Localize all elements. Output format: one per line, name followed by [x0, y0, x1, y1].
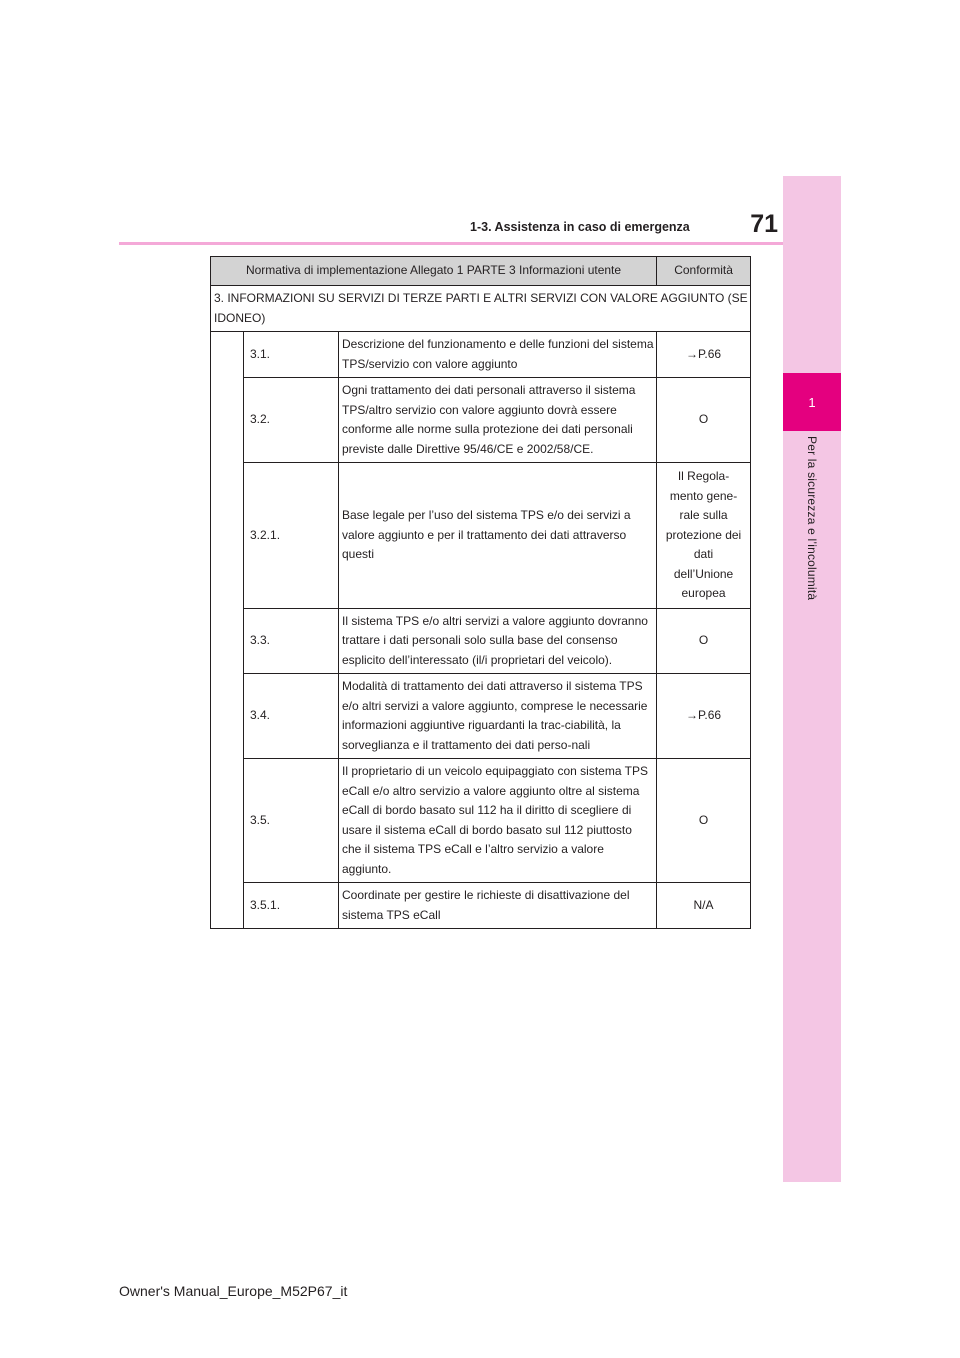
row-description: Modalità di trattamento dei dati attraverso il sistema TPS e/o altri servizi a valore aggiunto, comprese le necessarie informazioni aggiuntive riguardanti la trac-ciabilità, la sorveglianza e il trattamento dei dati perso-nali — [339, 674, 657, 759]
regulation-header: Normativa di implementazione Allegato 1 PARTE 3 Informazioni utente — [211, 257, 657, 286]
row-description: Coordinate per gestire le richieste di disattivazione del sistema TPS eCall — [339, 883, 657, 929]
row-conformity: →P.66 — [657, 332, 751, 378]
table-row — [211, 883, 751, 929]
row-description: Descrizione del funzionamento e delle funzioni del sistema TPS/servizio con valore aggiunto — [339, 332, 657, 378]
page-number: 71 — [750, 210, 778, 238]
table-row — [211, 759, 751, 883]
section-heading-cell: 3. INFORMAZIONI SU SERVIZI DI TERZE PARTI E ALTRI SERVIZI CON VALORE AGGIUNTO (SE IDONEO) — [211, 286, 751, 332]
row-number: 3.2.1. — [244, 463, 339, 609]
footer-manual-id: Owner's Manual_Europe_M52P67_it — [119, 1283, 348, 1299]
row-conformity: O — [657, 608, 751, 674]
table-row — [211, 463, 751, 609]
row-conformity: O — [657, 759, 751, 883]
row-description: Il proprietario di un veicolo equipaggiato con sistema TPS eCall e/o altro servizio a valore aggiunto oltre al sistema eCall di bordo basato sul 112 ha il diritto di scegliere di usare il sistema eCall di bordo basato sul 112 piuttosto che il sistema TPS eCall e l’altro servizio a valore aggiunto. — [339, 759, 657, 883]
row-number: 3.3. — [244, 608, 339, 674]
table-row — [211, 378, 751, 463]
row-description: Il sistema TPS e/o altri servizi a valore aggiunto dovranno trattare i dati personali solo sulla base del consenso esplicito dell’interessato (il/i proprietari del veicolo). — [339, 608, 657, 674]
row-conformity: →P.66 — [657, 674, 751, 759]
row-description: Ogni trattamento dei dati personali attraverso il sistema TPS/altro servizio con valore aggiunto dovrà essere conforme alle norme sulla protezione dei dati personali previste dalle Direttive 95/46/CE e 2002/58/CE. — [339, 378, 657, 463]
indent-cell — [211, 332, 244, 929]
header-rule — [119, 242, 783, 245]
chapter-side-tab — [783, 176, 841, 1182]
row-number: 3.1. — [244, 332, 339, 378]
table-row — [211, 674, 751, 759]
row-conformity: N/A — [657, 883, 751, 929]
table-row — [211, 332, 751, 378]
row-number: 3.2. — [244, 378, 339, 463]
section-row — [211, 286, 751, 332]
row-conformity: Il Regola-mento gene-rale sulla protezione dei dati dell’Unione europea — [657, 463, 751, 609]
user-information-table — [210, 256, 750, 929]
section-title: 1-3. Assistenza in caso di emergenza — [470, 220, 690, 234]
row-number: 3.5. — [244, 759, 339, 883]
chapter-number-badge: 1 — [783, 373, 841, 431]
table-header-row — [211, 257, 751, 286]
row-description: Base legale per l’uso del sistema TPS e/o dei servizi a valore aggiunto e per il trattamento dei dati attraverso questi — [339, 463, 657, 609]
row-conformity: O — [657, 378, 751, 463]
row-number: 3.4. — [244, 674, 339, 759]
row-number: 3.5.1. — [244, 883, 339, 929]
table-row — [211, 608, 751, 674]
chapter-title-vertical: Per la sicurezza e l’incolumità — [805, 436, 819, 601]
conformity-header: Conformità — [657, 257, 751, 286]
